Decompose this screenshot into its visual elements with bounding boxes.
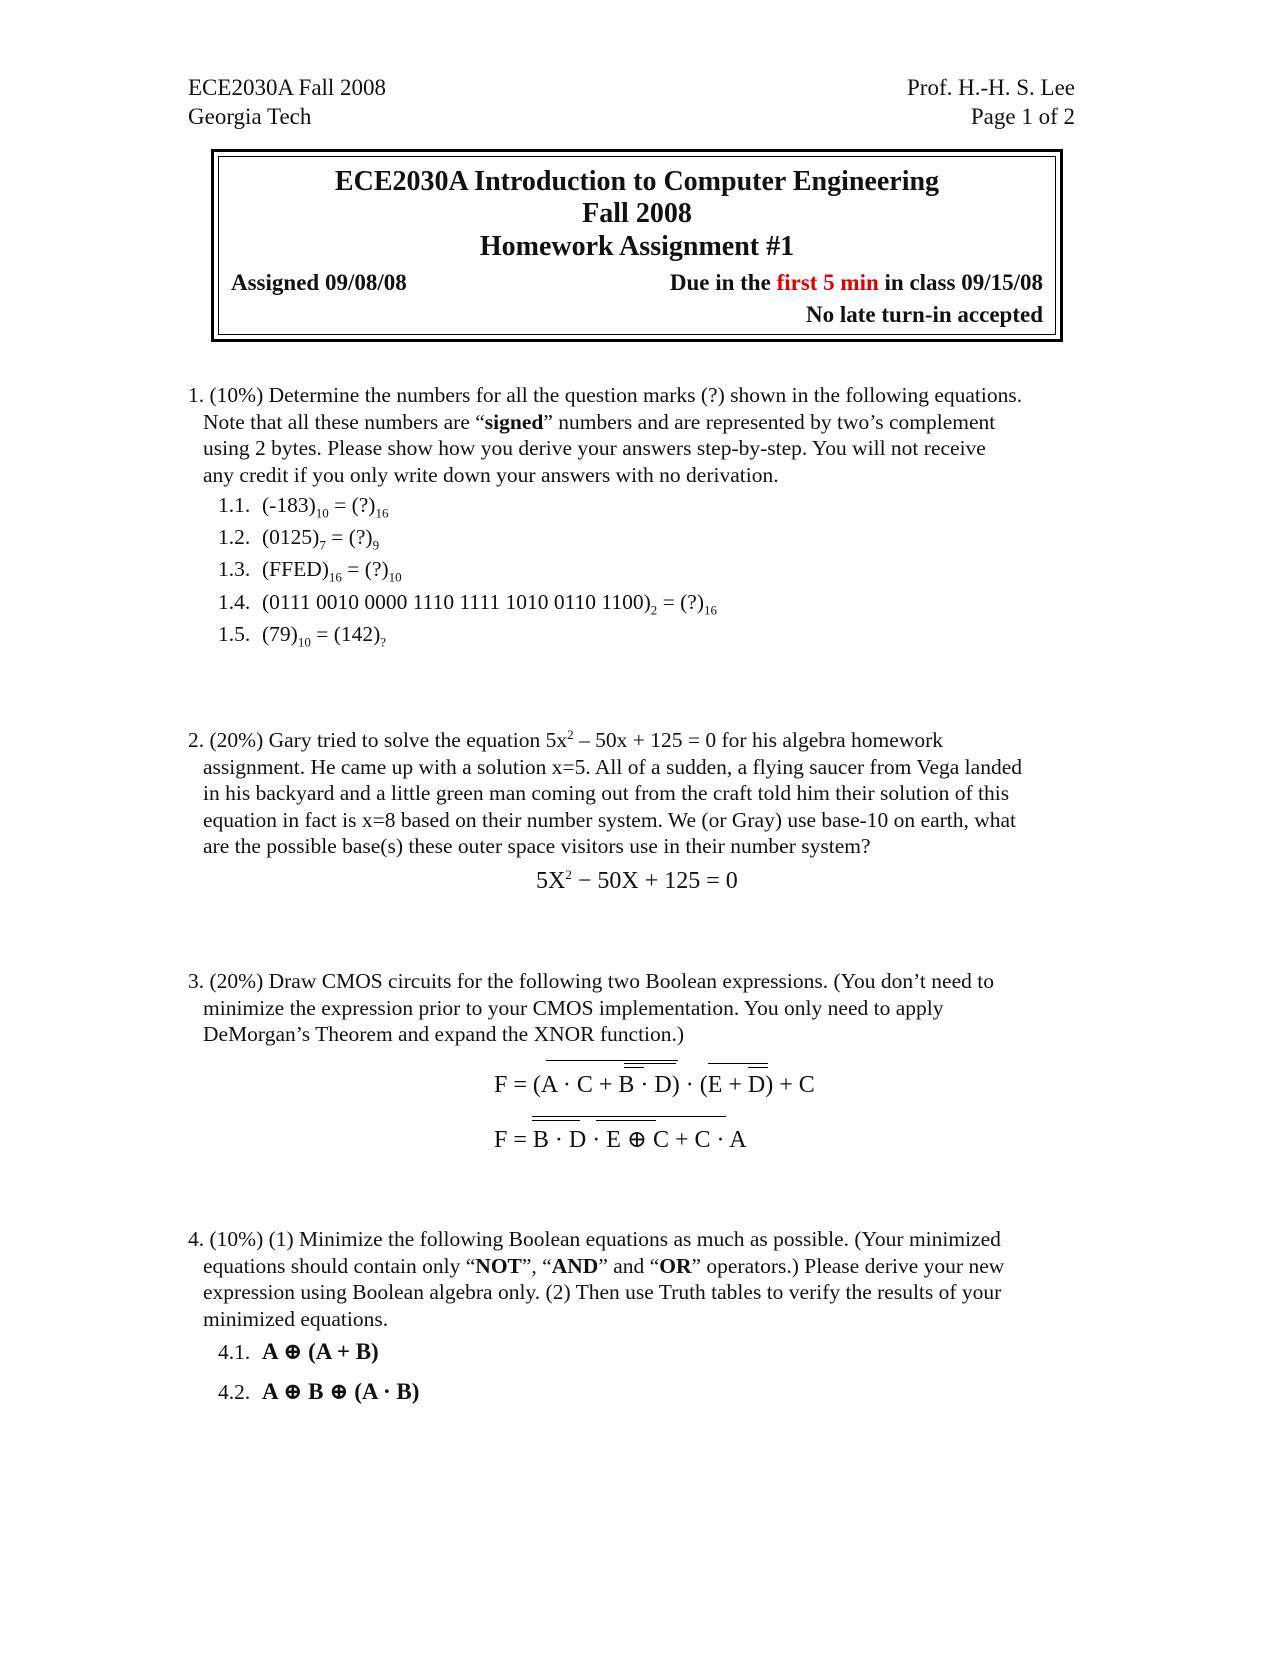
- q3-line-2: minimize the expression prior to your CMOS implementation. You only need to apply: [203, 995, 944, 1020]
- q1-item-num: 1.1.: [218, 493, 251, 517]
- q4-line-2b: ”, “: [521, 1253, 552, 1278]
- q1-item-rsub: 9: [372, 537, 380, 553]
- eq1-overbar-mid: [624, 1063, 676, 1064]
- q2-eq-b: − 50X + 125 = 0: [571, 868, 738, 894]
- q2-line-5: are the possible base(s) these outer space visitors use in their number system?: [203, 834, 871, 859]
- q4-not-bold: NOT: [475, 1253, 522, 1278]
- q1-item-rsub: ?: [380, 634, 387, 650]
- q4-line-2c: ” and “: [598, 1253, 660, 1278]
- q1-item: [218, 590, 717, 618]
- q1-item: [218, 525, 379, 553]
- assigned-date: Assigned 09/08/08: [231, 270, 407, 295]
- eq1-overbar-b: [624, 1067, 644, 1068]
- q1-item-lhs: (FFED): [262, 557, 329, 581]
- q1-item-num: 1.5.: [218, 622, 251, 646]
- q1-item-mid: = (142): [310, 622, 381, 646]
- late-policy: No late turn-in accepted: [806, 302, 1043, 327]
- q2-equation: [536, 867, 738, 895]
- q4-item-expr: A ⊕ B ⊕ (A · B): [262, 1379, 420, 1404]
- due-suffix: in class 09/15/08: [878, 270, 1043, 295]
- q2-eq-sup: 2: [565, 867, 572, 882]
- q4-line-4: minimized equations.: [203, 1306, 389, 1331]
- q2-line-3: in his backyard and a little green man coming out from the craft told him their solution of this: [203, 781, 1010, 806]
- professor-label: Prof. H.-H. S. Lee: [907, 75, 1075, 100]
- q2-line-2: assignment. He came up with a solution x=5. All of a sudden, a flying saucer from Vega landed: [203, 754, 1022, 779]
- q4-item-expr: A ⊕ (A + B): [262, 1339, 379, 1364]
- q1-item-mid: = (?): [657, 590, 705, 614]
- q4-or-bold: OR: [659, 1253, 692, 1278]
- q1-line-4: any credit if you only write down your answers with no derivation.: [203, 462, 779, 487]
- q4-item: [218, 1338, 379, 1365]
- course-title: ECE2030A Introduction to Computer Engineering: [334, 166, 940, 197]
- q4-and-bold: AND: [551, 1253, 599, 1278]
- due-date: [670, 270, 1043, 296]
- q1-line-1: 1. (10%) Determine the numbers for all the question marks (?) shown in the following equations.: [188, 383, 1023, 407]
- q1-item-rsub: 10: [388, 569, 402, 585]
- q4-line-2d: ” operators.) Please derive your new: [691, 1253, 1005, 1278]
- q4-line-2: [188, 1253, 1088, 1280]
- question-4: [188, 1226, 1088, 1332]
- eq2-overbar-ec: [596, 1120, 656, 1121]
- q1-item-num: 1.3.: [218, 557, 251, 581]
- q1-line-2: [188, 409, 1088, 436]
- eq1-overbar-d: [748, 1067, 768, 1068]
- q4-line-3: expression using Boolean algebra only. (2) Then use Truth tables to verify the results of your: [203, 1280, 1002, 1304]
- q1-item: [218, 557, 402, 585]
- q3-equation-2: F = B · D · E ⊕ C + C · A: [494, 1127, 747, 1153]
- q1-item-lhs: (0111 0010 0000 1110 1111 1010 0110 1100): [262, 590, 651, 614]
- q1-item: [218, 493, 388, 521]
- q4-item-num: 4.1.: [218, 1340, 251, 1364]
- q1-line-2b: ” numbers and are represented by two’s complement: [543, 409, 996, 434]
- eq2-overbar-bd: [532, 1120, 580, 1121]
- question-1: [188, 382, 1088, 488]
- q1-item-mid: = (?): [325, 525, 373, 549]
- term-title: Fall 2008: [582, 198, 692, 229]
- eq2-overbar-outer: [532, 1116, 726, 1117]
- q1-item-num: 1.2.: [218, 525, 251, 549]
- q1-line-3: using 2 bytes. Please show how you derive your answers step-by-step. You will not receive: [203, 436, 986, 460]
- q1-item-num: 1.4.: [218, 590, 251, 614]
- q2-eq-a: 5X: [536, 868, 566, 894]
- q1-line-2a: Note that all these numbers are “: [203, 409, 485, 434]
- q1-item-rsub: 16: [375, 505, 389, 521]
- q1-item-mid: = (?): [341, 557, 389, 581]
- question-2: [188, 722, 1088, 860]
- q1-signed-bold: signed: [484, 409, 544, 434]
- q4-item-num: 4.2.: [218, 1380, 251, 1404]
- q2-line-1a: 2. (20%) Gary tried to solve the equation 5x: [188, 728, 568, 753]
- q1-item-lhs: (0125): [262, 525, 320, 549]
- eq1-overbar-outer: [546, 1060, 678, 1061]
- school-label: Georgia Tech: [188, 104, 312, 129]
- q1-item-rsub: 16: [704, 602, 718, 618]
- q1-item-lsub: 10: [297, 634, 311, 650]
- q2-line-1-sup: 2: [567, 727, 574, 742]
- due-prefix: Due in the: [669, 270, 777, 295]
- title-box: [211, 149, 1063, 342]
- q2-line-1b: – 50x + 125 = 0 for his algebra homework: [573, 728, 944, 753]
- q1-item-mid: = (?): [328, 493, 376, 517]
- assignment-title: Homework Assignment #1: [479, 231, 795, 262]
- eq1-overbar-ed: [708, 1063, 768, 1064]
- due-highlight: first 5 min: [776, 270, 879, 295]
- q1-item-lhs: (-183): [262, 493, 316, 517]
- question-3: [188, 968, 1088, 1048]
- q2-line-4: equation in fact is x=8 based on their number system. We (or Gray) use base-10 on earth, what: [203, 807, 1017, 832]
- q3-line-1: 3. (20%) Draw CMOS circuits for the following two Boolean expressions. (You don’t need to: [188, 969, 994, 993]
- q1-item: [218, 622, 386, 650]
- q4-item: [218, 1378, 419, 1405]
- course-label: ECE2030A Fall 2008: [188, 75, 387, 100]
- q1-item-lsub: 7: [319, 537, 326, 553]
- q1-item-lsub: 10: [315, 505, 329, 521]
- q1-item-lsub: 16: [328, 569, 342, 585]
- q3-equation-1: F = (A · C + B · D) · (E + D) + C: [494, 1072, 815, 1098]
- q1-item-lsub: 2: [650, 602, 658, 618]
- q1-item-lhs: (79): [262, 622, 298, 646]
- q2-line-1: [188, 722, 1088, 754]
- q3-line-3: DeMorgan’s Theorem and expand the XNOR function.): [203, 1022, 685, 1046]
- q4-line-1: 4. (10%) (1) Minimize the following Boolean equations as much as possible. (Your minimized: [188, 1227, 1001, 1251]
- page-number: Page 1 of 2: [970, 104, 1075, 129]
- q4-line-2a: equations should contain only “: [203, 1253, 476, 1278]
